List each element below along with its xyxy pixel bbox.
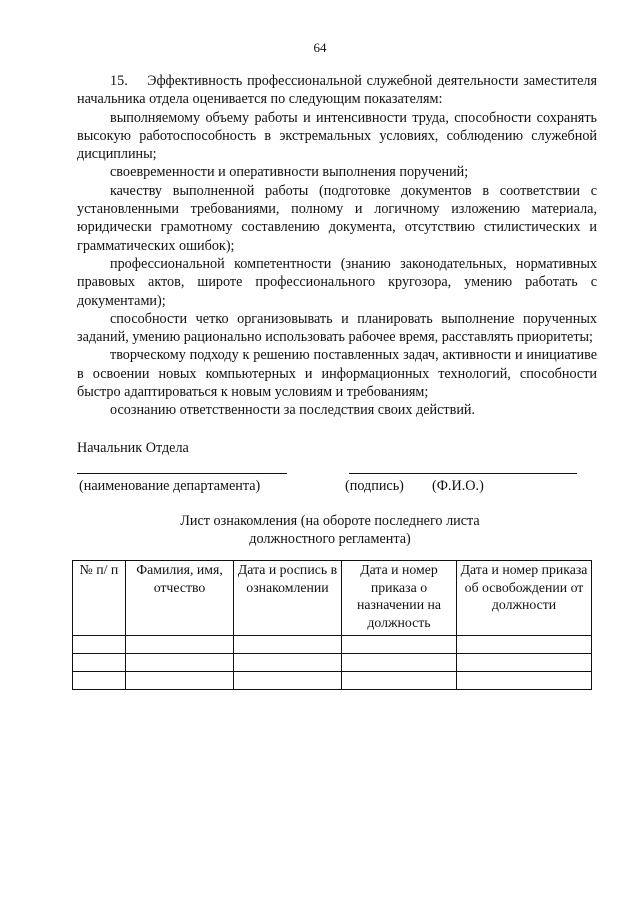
table-cell [126, 636, 234, 654]
criterion-quality: качеству выполненной работы (подготовке документов в соответствии с установленными требованиями, полному и логичному изложению материала, юридически грамотному составлению документа, отсутствию стилистических и грамматических ошибок); [77, 182, 597, 254]
table-cell [234, 654, 342, 672]
table-cell [73, 672, 126, 690]
table-header-row [73, 561, 592, 636]
header-number: № п/ п [73, 561, 126, 636]
criterion-organization: способности четко организовывать и планировать выполнение порученных заданий, умению рационально использовать рабочее время, расставлять приоритеты; [77, 310, 597, 346]
table-row [73, 636, 592, 654]
table-cell [457, 636, 592, 654]
table-cell [342, 654, 457, 672]
table-cell [234, 636, 342, 654]
signature-line [349, 473, 577, 474]
table-cell [73, 654, 126, 672]
table-cell [73, 636, 126, 654]
criterion-competence: профессиональной компетентности (знанию законодательных, нормативных правовых актов, широте профессионального кругозора, умению работать с документами); [77, 255, 597, 309]
table-cell [126, 672, 234, 690]
fio-caption: (Ф.И.О.) [432, 478, 484, 494]
paragraph-15: 15. Эффективность профессиональной служебной деятельности заместителя начальника отдела оценивается по следующим показателям: [77, 73, 597, 108]
header-appointment-order: Дата и номер приказа о назначении на должность [342, 561, 457, 636]
criterion-timeliness: своевременности и оперативности выполнения поручений; [110, 164, 469, 181]
table-row [73, 672, 592, 690]
dept-caption: (наименование департамента) [79, 478, 261, 494]
table-cell [342, 636, 457, 654]
sheet-title-line-2: должностного регламента) [249, 531, 411, 548]
table-cell [126, 654, 234, 672]
sheet-title-line-1: Лист ознакомления (на обороте последнего листа [180, 513, 480, 529]
page-number: 64 [313, 40, 327, 55]
criterion-creativity: творческому подходу к решению поставленных задач, активности и инициативе в освоении новых компьютерных и информационных технологий, способности быстро адаптироваться к новым условиям и требованиям; [77, 347, 597, 401]
table-cell [457, 672, 592, 690]
header-full-name: Фамилия, имя, отчество [126, 561, 234, 636]
criterion-workload: выполняемому объему работы и интенсивности труда, способности сохранять высокую работоспособность в экстремальных условиях, соблюдению служебной дисциплины; [77, 109, 597, 163]
signature-block [77, 440, 597, 494]
signature-title: Начальник Отдела [77, 440, 189, 456]
acknowledgement-sheet-title [120, 512, 540, 549]
dept-line [77, 473, 287, 474]
body-text [77, 72, 597, 420]
table-cell [457, 654, 592, 672]
table-row [73, 654, 592, 672]
header-date-signature: Дата и роспись в ознакомлении [234, 561, 342, 636]
acknowledgement-table [72, 560, 592, 690]
table-cell [342, 672, 457, 690]
header-dismissal-order: Дата и номер приказа об освобождении от должности [457, 561, 592, 636]
table-cell [234, 672, 342, 690]
criterion-responsibility: осознанию ответственности за последствия своих действий. [110, 402, 476, 419]
sign-caption: (подпись) [345, 478, 404, 494]
